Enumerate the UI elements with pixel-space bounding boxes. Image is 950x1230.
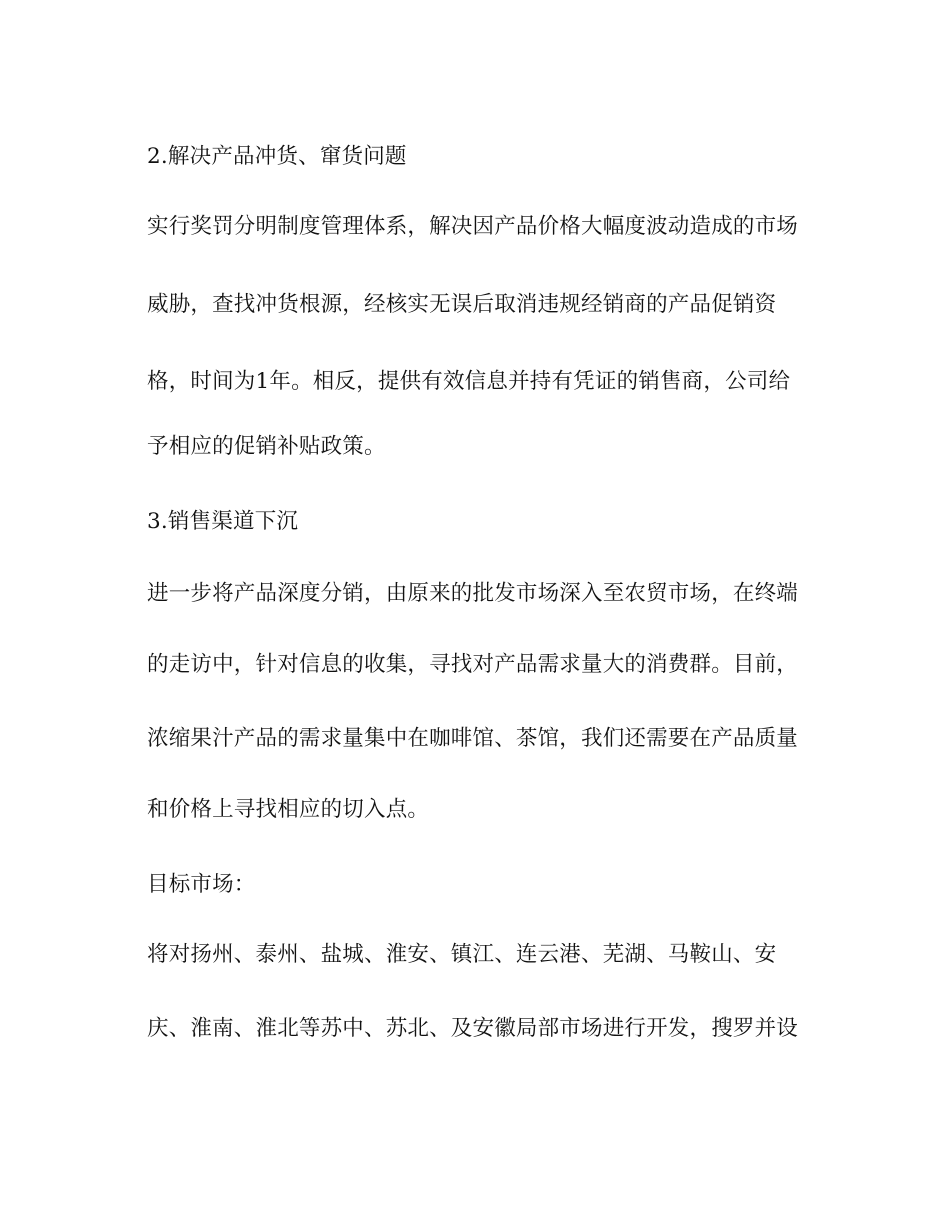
paragraph-line: 的走访中，针对信息的收集，寻找对产品需求量大的消费群。目前， [147,652,799,677]
paragraph-line: 庆、淮南、淮北等苏中、苏北、及安徽局部市场进行开发，搜罗并设 [147,1016,799,1041]
paragraph-line: 威胁，查找冲货根源，经核实无误后取消违规经销商的产品促销资 [147,292,777,317]
paragraph-line: 格，时间为1年。相反，提供有效信息并持有凭证的销售商，公司给 [147,369,791,394]
target-market-heading: 目标市场： [147,872,256,897]
paragraph-line: 予相应的促销补贴政策。 [147,434,386,459]
section-heading-2: 2.解决产品冲货、窜货问题 [147,144,407,169]
paragraph-line: 浓缩果汁产品的需求量集中在咖啡馆、茶馆，我们还需要在产品质量 [147,726,799,751]
section-heading-3: 3.销售渠道下沉 [147,509,299,534]
paragraph-line: 实行奖罚分明制度管理体系，解决因产品价格大幅度波动造成的市场 [147,214,799,239]
paragraph-line: 和价格上寻找相应的切入点。 [147,797,430,822]
paragraph-line: 进一步将产品深度分销，由原来的批发市场深入至农贸市场，在终端 [147,581,799,606]
paragraph-line: 将对扬州、泰州、盐城、淮安、镇江、连云港、芜湖、马鞍山、安 [147,942,777,967]
